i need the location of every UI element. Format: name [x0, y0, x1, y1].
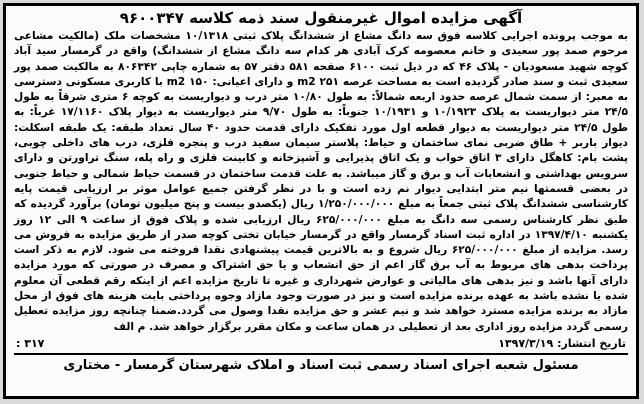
notice-title: آگهی مزایده اموال غیرمنقول سند ذمه کلاسه ۹۶۰۰۳۴۷	[119, 9, 523, 27]
notice-signature: مسئول شعبه اجرای اسناد رسمی ثبت اسناد و املاک شهرستان گرمسار - مختاری	[14, 353, 628, 373]
notice-meta	[6, 337, 636, 350]
notice-body: به موجب پرونده اجرایی کلاسه فوق سه دانگ مشاع از ششدانگ پلاک ثبتی ۱۰/۱۳۱۸ مشخصات ملک (مالکیت مشاعی مرحوم صمد پور سعیدی و خانم معصومه کرک آبادی هر کدام سه دانگ مشاع از ششدانگ) واقع در گرمسار سید آباد کوچه شهید مسعودیان - پلاک ۴۶ که در ذیل ثبت ۶۱۰۰ صفحه ۵۸۱ دفتر ۵۷ به شماره چاپی ۸۰۶۳۴۲ به مالکیت صمد پور سعیدی ثبت و سند صادر گردیده است به مساحت عرصه ۲۵۱ m2 و دارای اعیانی: ۱۵۰ m2 با کاربری مسکونی دسترسی به معبر: از سمت شمال عرصه حدود اربعه شمالاً: به طول ۱۰/۸۰ متر درب و دیواریست به کوچه ۶ متری شرقاً به طول ۲۴/۵ متر دیواریست به پلاک ۱۰/۱۹۲۳ و ۱۰/۱۹۳۱ جنوباً: به طول ۹/۷۰ متر دیواریست به دیوار پلاک ۱۷/۱۱۶۰ غرباً: به طول ۲۴/۵ متر دیواریست به دیوار قطعه اول مورد تفکیک دارای قدمت حدود ۴۰ سال تعداد طبقه: یک طبقه اسکلت: دیوار باربر + طاق ضربی نمای ساختمان و حیاط: پلاستر سیمان سفید درب و پنجره فلزی، درب های داخلی چوبی، پشت بام: کاهگل دارای ۳ اتاق خواب و یک اتاق پذیرایی و آشپزخانه و کابینت فلزی و راه پله، سنگ تراورتن و دارای سرویس بهداشتی و انشعابات آب و برق و گاز میباشد. به علت قدمت ساختمان در قسمت حیاط شمالی و حیاط جنوبی در بعضی قسمتها نیم متر ابتدایی دیوار نم زده است و با در نظر گرفتن جمیع عوامل موثر بر ارزیابی قیمت پایه کارشناسی ششدانگ پلاک ثبتی جمعاً به مبلغ ۱/۲۵۰/۰۰۰/۰۰۰ ریال (یکصدو بیست و پنج میلیون تومان) برآورد گردیده که طبق نظر کارشناس رسمی سه دانگ به مبلغ ۶۲۵/۰۰۰/۰۰۰ ریال ارزیابی شده و پلاک فوق از ساعت ۹ الی ۱۲ روز یکشنبه ۱۳۹۷/۴/۱۰ در اداره ثبت اسناد گرمسار واقع در گرمسار خیابان تختی کوچه صدر از طریق مزایده به فروش می رسد. مزایده از مبلغ ۶۲۵/۰۰۰/۰۰۰ ریال شروع و به بالاترین قیمت پیشنهادی نقدا فروخته می شود. لازم به ذکر است پرداخت بدهی های مربوط به آب برق گاز اعم از حق انشعاب و یا حق اشتراک و مصرف در صورتی که مورد مزایده دارای آنها باشد و نیز بدهی های مالیاتی و عوارض شهرداری و غیره تا تاریخ مزایده اعم از اینکه رقم قطعی آن معلوم شده یا نشده باشد به عهده برنده مزایده است و نیز در صورت وجود مازاد وجوه پرداختی بابت هزینه های فوق از محل مازاد به برنده مزایده مسترد خواهد شد و نیم عشر و حق مزایده نقدا وصول می گردد.ضمنا چنانچه روز مزایده تعطیل رسمی گردد مزایده روز اداری بعد از تعطیلی در همان ساعت و مکان مقرر برگزار خواهد شد. م الف	[14, 30, 629, 333]
publish-date: تاریخ انتشار: ۱۳۹۷/۳/۱۹	[498, 336, 626, 350]
notice-code: ۳۱۷ :	[16, 336, 45, 350]
auction-notice	[3, 3, 639, 399]
